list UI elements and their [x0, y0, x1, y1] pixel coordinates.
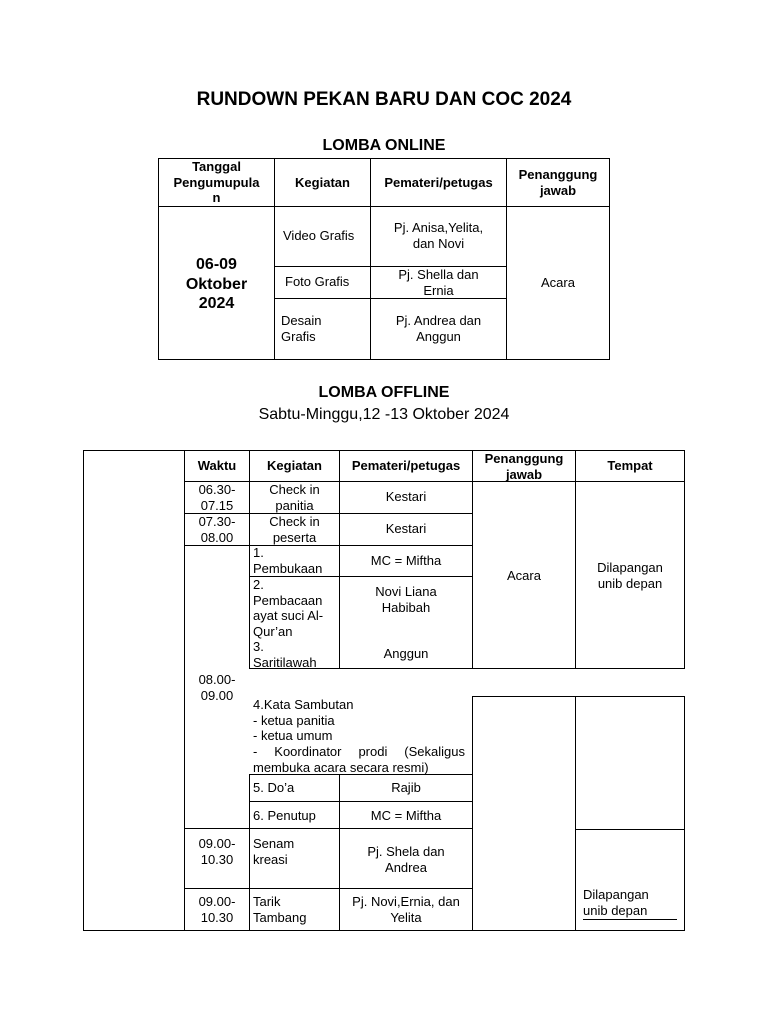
offline-header-pj: Penanggung jawab	[484, 451, 564, 482]
offline-saritilawah: 3. Saritilawah	[253, 639, 317, 670]
offline-header-kegiatan: Kegiatan	[267, 458, 322, 473]
online-row-1-pemateri: Pj. Anisa,Yelita, dan Novi	[393, 220, 484, 251]
online-header-pemateri: Pemateri/petugas	[384, 175, 493, 190]
online-header-tanggal: Tanggal Pengumupula n	[173, 159, 260, 205]
offline-kata-sambutan: 4.Kata Sambutan - ketua panitia - ketua umum	[253, 697, 354, 743]
offline-row-1-kegiatan: Check in panitia	[269, 482, 320, 513]
offline-row-2-kegiatan: Check in peserta	[269, 514, 320, 545]
offline-senam-waktu: 09.00- 10.30	[198, 836, 236, 867]
offline-tempat-1: Dilapangan unib depan	[597, 560, 663, 591]
offline-header-waktu: Waktu	[197, 458, 237, 473]
offline-pembukaan-pemateri: MC = Miftha	[370, 553, 442, 568]
offline-pj: Acara	[507, 568, 541, 583]
offline-row-1-pemateri: Kestari	[385, 489, 427, 504]
online-heading: LOMBA ONLINE	[322, 137, 446, 154]
document-title: RUNDOWN PEKAN BARU DAN COC 2024	[196, 89, 572, 110]
offline-senam-pemateri: Pj. Shela dan Andrea	[367, 844, 445, 875]
online-row-3-kegiatan: Desain Grafis	[281, 313, 322, 344]
online-date: 06-09 Oktober 2024	[185, 256, 248, 312]
online-row-2-kegiatan: Foto Grafis	[285, 274, 350, 289]
offline-saritilawah-pemateri: Anggun	[383, 646, 429, 661]
offline-senam-kegiatan: Senam kreasi	[253, 836, 295, 867]
offline-penutup: 6. Penutup	[253, 808, 316, 823]
offline-pembacaan: 2. Pembacaan ayat suci Al- Qur’an	[253, 577, 324, 639]
offline-doa: 5. Do’a	[253, 780, 295, 795]
offline-waktu-0800: 08.00- 09.00	[198, 672, 236, 703]
online-row-1-kegiatan: Video Grafis	[283, 228, 355, 243]
offline-heading: LOMBA OFFLINE	[318, 384, 450, 401]
offline-header-pemateri: Pemateri/petugas	[351, 458, 461, 473]
offline-pembacaan-pemateri: Novi Liana Habibah	[375, 584, 437, 615]
online-pj: Acara	[541, 275, 575, 290]
offline-pembukaan: 1. Pembukaan	[253, 545, 323, 576]
offline-koordinator-prodi: - Koordinator prodi (Sekaligus membuka acara secara resmi)	[253, 744, 465, 775]
offline-tempat-2: Dilapangan unib depan	[583, 887, 649, 918]
offline-penutup-pemateri: MC = Miftha	[370, 808, 442, 823]
offline-tarik-kegiatan: Tarik Tambang	[253, 894, 307, 925]
offline-date: Sabtu-Minggu,12 -13 Oktober 2024	[258, 406, 510, 423]
offline-row-2-pemateri: Kestari	[385, 521, 427, 536]
online-row-2-pemateri: Pj. Shella dan Ernia	[398, 267, 479, 298]
offline-row-2-waktu: 07.30- 08.00	[198, 514, 236, 545]
offline-tarik-pemateri: Pj. Novi,Ernia, dan Yelita	[352, 894, 460, 925]
offline-tarik-waktu: 09.00- 10.30	[198, 894, 236, 925]
offline-header-tempat: Tempat	[607, 458, 653, 473]
online-header-pj: Penanggung jawab	[518, 167, 598, 198]
offline-row-1-waktu: 06.30- 07.15	[198, 482, 236, 513]
online-row-3-pemateri: Pj. Andrea dan Anggun	[395, 313, 482, 344]
online-header-kegiatan: Kegiatan	[295, 175, 350, 190]
offline-doa-pemateri: Rajib	[391, 780, 421, 795]
